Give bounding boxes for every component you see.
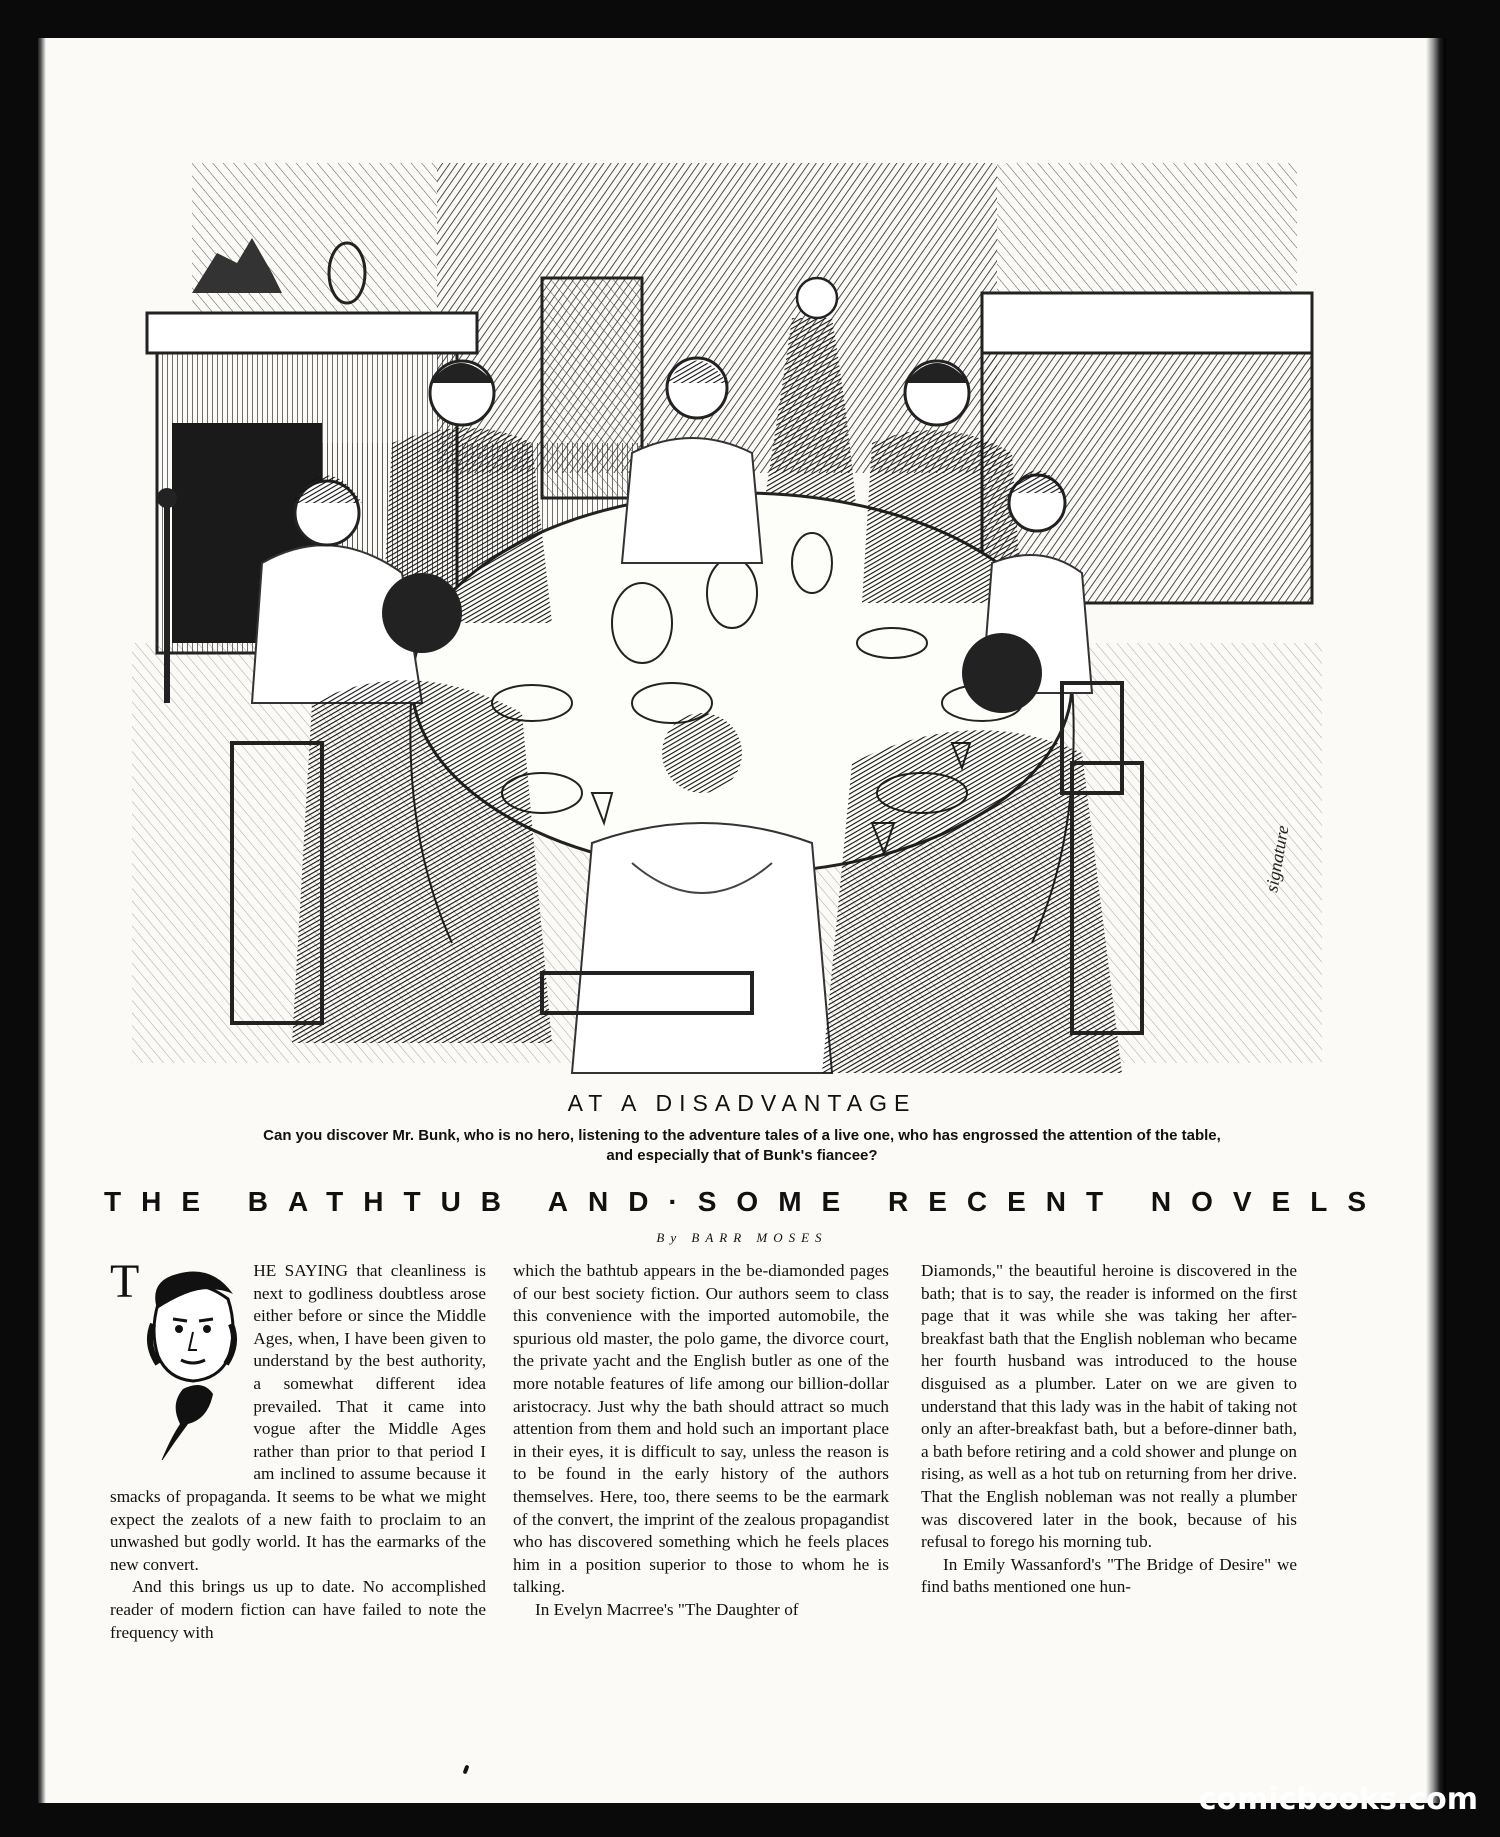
author-portrait: [143, 1264, 243, 1460]
dinner-party-illustration: [112, 143, 1342, 1075]
magazine-page: [38, 38, 1446, 1803]
byline: By BARR MOSES: [656, 1230, 828, 1245]
caption-title: AT A DISADVANTAGE: [567, 1090, 917, 1116]
svg-text:signature: signature: [1261, 823, 1293, 894]
article-column-3: [921, 1260, 1297, 1599]
caption-line-2: and especially that of Bunk's fiancee?: [606, 1147, 878, 1164]
paragraph: And this brings us up to date. No accomplished reader of modern fiction can have failed to note the frequency with: [110, 1577, 486, 1642]
drop-cap: T: [110, 1255, 140, 1308]
caption-line-1: Can you discover Mr. Bunk, who is no hero, listening to the adventure tales of a live one, who has engrossed the attention of the table,: [263, 1127, 1221, 1144]
paragraph: In Emily Wassanford's "The Bridge of Desire" we find baths mentioned one hun-: [921, 1554, 1297, 1597]
caption-text: [118, 1126, 1366, 1166]
dinner-party-engraving-icon: [112, 143, 1342, 1075]
paragraph: In Evelyn Macrree's "The Daughter of: [535, 1599, 799, 1619]
author-portrait-icon: [143, 1264, 243, 1460]
paragraph: Diamonds," the beautiful heroine is discovered in the bath; that is to say, the reader is informed on the first page that it was while she was taking her after-breakfast bath that the English nobleman who became her fourth husband was introduced to the house disguised as a plumber. Later on we are given to understand that this lady was in the habit of taking not only an after-breakfast bath, but a before-dinner bath, a bath before retiring and a cold shower and plunge on rising, as well as a hot tub on returning from her drive. That the English nobleman was not really a plumber was discovered later in the book, because of his refusal to forego his morning tub.: [921, 1261, 1297, 1552]
watermark: comicbooks.com: [1198, 1782, 1478, 1817]
article-column-2: [513, 1260, 889, 1622]
ink-speck: [463, 1765, 470, 1775]
article-title: THE BATHTUB AND·SOME RECENT NOVELS: [104, 1186, 1386, 1217]
paragraph: T HE SAYING that cleanliness is next to godliness doubtless arose either before or since the Middle Ages, when, I have been given to understand by the best authority, a somewhat different idea prevailed. That it came into vogue after the Middle Ages rather than prior to that period I am inclined to assume because it smacks of propaganda. It seems to be what we might expect the zealots of a new faith to proclaim to an unwashed but godly world. It has the earmarks of the new convert.: [110, 1255, 486, 1574]
paragraph: which the bathtub appears in the be-diamonded pages of our best society fiction. Our authors seem to class this convenience with the imported automobile, the spurious old master, the polo game, the divorce court, the private yacht and the English butler as one of the more notable features of life among our billion-dollar aristocracy. Just why the bath should attract so much attention from them and hold such an important place in their eyes, it is difficult to say, unless the reason is to be found in the early history of the authors themselves. Here, too, there seems to be the earmark of the convert, the imprint of the zealous propagandist who has discovered something which he feels places him in a position superior to those to whom he is talking.: [513, 1261, 889, 1597]
article-column-1: [110, 1255, 486, 1644]
page-binding-edge: [1426, 38, 1446, 1803]
